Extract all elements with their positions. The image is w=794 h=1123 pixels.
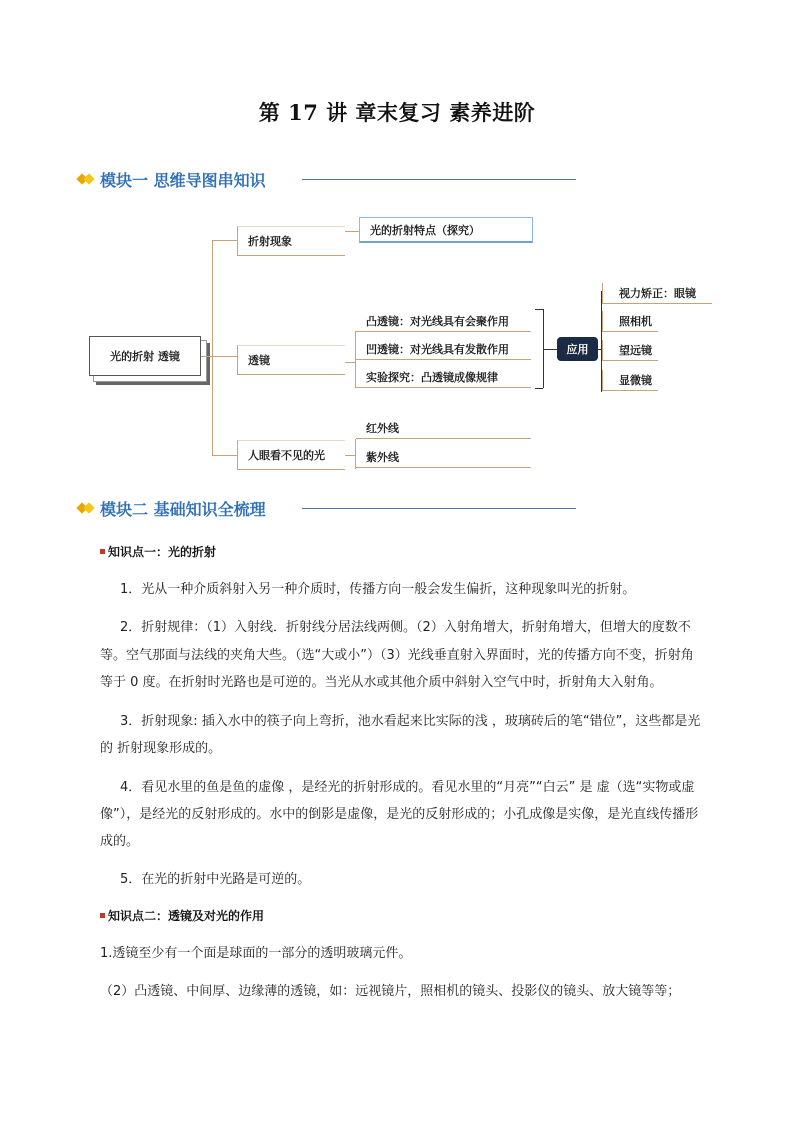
kp2-heading-text: 知识点二：透镜及对光的作用 [108,909,265,923]
kp1-paragraph-3-line2: 的 折射现象形成的。 [100,741,222,756]
app-item-telescope: 望远镜 [602,340,658,361]
branch-refraction: 折射现象 [237,226,345,256]
kp1-paragraph-2-line2: 等。空气那面与法线的夹角大些。（选“大或小”）（3）光线垂直射入界面时，光的传播方向不变，折射角 [100,648,694,663]
kp1-paragraph-4-line3: 成的。 [100,834,140,849]
kp1-paragraph-2-line3: 等于 0 度。在折射时光路也是可逆的。当光从水或其他介质中斜射入空气中时，折射角大入射角。 [100,675,663,690]
kp2-paragraph-2: （2）凸透镜、中间厚、边缘薄的透镜，如：远视镜片，照相机的镜头、投影仪的镜头、放大镜等等； [100,984,681,999]
module2-label: 模块二 基础知识全梳理 [100,499,266,519]
bullet-square-icon [100,913,105,918]
lens-item-concave: 凹透镜：对光线具有发散作用 [356,338,531,360]
app-bracket-bottom [535,388,543,389]
trunk-to-invisible [212,455,238,456]
lens-connector [345,362,355,363]
module2-divider [302,508,576,509]
kp1-paragraph-5: 5．在光的折射中光路是可逆的。 [120,872,311,887]
page-title: 第 17 讲 章末复习 素养进阶 [258,100,536,125]
kp1-heading [100,543,216,560]
app-bracket-top [535,309,543,310]
module1-header [78,168,266,190]
trunk-to-lens [212,356,238,357]
kp2-heading [100,907,264,924]
diamond-icon [78,501,96,515]
kp1-paragraph-1: 1．光从一种介质斜射入另一种介质时，传播方向一般会发生偏折，这种现象叫光的折射。 [120,582,636,597]
kp1-paragraph-4-line1: 4．看见水里的鱼是鱼的虚像 ，是经光的折射形成的。看见水里的“月亮”“白云” 是 虚（选“实物或虚 [120,780,695,795]
refraction-feature: 光的折射特点（探究） [359,217,533,243]
lens-item-experiment: 实验探究：凸透镜成像规律 [356,366,531,388]
kp1-paragraph-2-line1: 2．折射规律：（1）入射线．折射线分居法线两侧。（2）入射角增大，折射角增大，但增大的度数不 [120,620,691,635]
module2-header [78,497,266,519]
refraction-connector [345,231,359,232]
app-connector [544,349,557,350]
lens-item-convex: 凸透镜：对光线具有会聚作用 [356,310,531,332]
trunk-line [212,240,213,456]
branch-invisible: 人眼看不见的光 [237,440,345,470]
app-item-microscope: 显微镜 [602,370,658,391]
invisible-item-ultraviolet: 紫外线 [356,446,531,468]
bullet-square-icon [100,549,105,554]
kp2-paragraph-1: 1.透镜至少有一个面是球面的一部分的透明玻璃元件。 [100,946,412,961]
module1-label: 模块一 思维导图串知识 [100,170,266,190]
application-box: 应用 [557,337,598,361]
app-item-camera: 照相机 [602,311,658,332]
invisible-item-infrared: 红外线 [356,417,531,439]
app-item-vision: 视力矫正：眼镜 [602,283,712,304]
diamond-icon [78,172,96,186]
kp1-paragraph-4-line2: 像”），是经光的反射形成的。水中的倒影是虚像，是光的反射形成的；小孔成像是实像，是光直线传播形 [100,807,699,822]
kp1-heading-text: 知识点一：光的折射 [108,545,217,559]
trunk-to-refraction [212,240,238,241]
mindmap-root: 光的折射 透镜 [89,336,201,376]
kp1-paragraph-3-line1: 3．折射现象: 插入水中的筷子向上弯折，池水看起来比实际的浅 ，玻璃砖后的笔“错位”，这些都是光 [120,714,701,729]
module1-divider [302,179,576,180]
branch-lens: 透镜 [237,345,345,375]
invisible-connector [345,455,355,456]
